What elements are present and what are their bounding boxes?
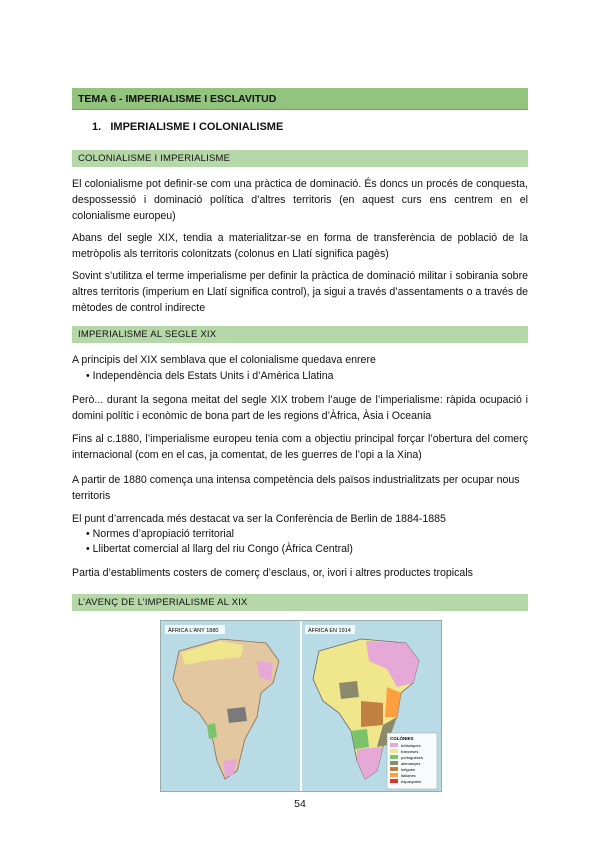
bullet-item: • Llibertat comercial al llarg del riu Congo (Àfrica Central) bbox=[86, 543, 353, 555]
legend-swatch bbox=[390, 773, 398, 777]
paragraph: Però... durant la segona meitat del segle XIX trobem l’auge de l’imperialisme: ràpida ocupació i domini polític i econòmic de bona part de les regions d’Àfrica, Àsia i Oceania bbox=[72, 394, 528, 422]
africa-maps-image bbox=[160, 620, 442, 792]
chapter-title: TEMA 6 - IMPERIALISME I ESCLAVITUD bbox=[72, 88, 528, 110]
section-heading bbox=[92, 121, 283, 133]
map-left-title: ÀFRICA L'ANY 1880 bbox=[168, 628, 219, 634]
legend-swatch bbox=[390, 755, 398, 759]
paragraph: Partia d’establiments costers de comerç d’esclaus, or, ivori i altres productes tropicals bbox=[72, 567, 473, 579]
legend-swatch bbox=[390, 743, 398, 747]
legend-label: franceses bbox=[401, 749, 419, 754]
paragraph: Sovint s’utilitza el terme imperialisme per definir la pràctica de dominació militar i sobirania sobre altres territoris (imperium en Llatí significa control), ja sigui a través d’assentaments o a través de mètodes de control indirecte bbox=[72, 270, 528, 314]
paragraph: Fins al c.1880, l’imperialisme europeu tenia com a objectiu principal forçar l’obertura del comerç internacional (com en el cas, ja comentat, de les guerres de l’opi a la Xina) bbox=[72, 433, 528, 461]
section-number: 1. bbox=[92, 121, 102, 133]
paragraph: El punt d’arrencada més destacat va ser la Conferència de Berlin de 1884-1885 bbox=[72, 513, 446, 525]
bullet-item: • Normes d’apropiació territorial bbox=[86, 528, 234, 540]
legend-label: alemanyes bbox=[401, 761, 421, 766]
paragraph: Abans del segle XIX, tendia a materialitzar-se en forma de transferència de població de la metròpolis als territoris colonitzats (colonus en Llatí significa pagès) bbox=[72, 232, 528, 260]
legend-label: britàniques bbox=[401, 743, 421, 748]
subsection-title-imperialisme: IMPERIALISME AL SEGLE XIX bbox=[72, 326, 528, 343]
map-legend-title: COLÒNIES bbox=[390, 736, 414, 741]
legend-swatch bbox=[390, 761, 398, 765]
subsection-title-colonialisme: COLONIALISME I IMPERIALISME bbox=[72, 150, 528, 167]
legend-label: italianes bbox=[401, 773, 416, 778]
bullet-item: • Independència dels Estats Units i d’Amèrica Llatina bbox=[86, 370, 334, 382]
legend-swatch bbox=[390, 767, 398, 771]
legend-swatch bbox=[390, 779, 398, 783]
section-heading-text: IMPERIALISME I COLONIALISME bbox=[110, 121, 284, 133]
paragraph: A principis del XIX semblava que el colonialisme quedava enrere bbox=[72, 354, 376, 366]
legend-label: espanyoles bbox=[401, 779, 422, 784]
africa-maps-svg bbox=[161, 621, 441, 791]
legend-swatch bbox=[390, 749, 398, 753]
map-right-title: ÀFRICA EN 1914 bbox=[308, 628, 351, 634]
paragraph: El colonialisme pot definir-se com una pràctica de dominació. És doncs un procés de conquesta, despossessió i dominació política d’altres territoris (en aquest curs ens centrem en el colonialisme europeu) bbox=[72, 178, 528, 222]
legend-label: belgues bbox=[401, 767, 416, 772]
subsection-title-avenc: L’AVENÇ DE L’IMPERIALISME AL XIX bbox=[72, 594, 528, 611]
legend-label: portugueses bbox=[401, 755, 424, 760]
page-number: 54 bbox=[294, 798, 306, 810]
paragraph: A partir de 1880 comença una intensa competència dels països industrialitzats per ocupar nous territoris bbox=[72, 474, 520, 502]
